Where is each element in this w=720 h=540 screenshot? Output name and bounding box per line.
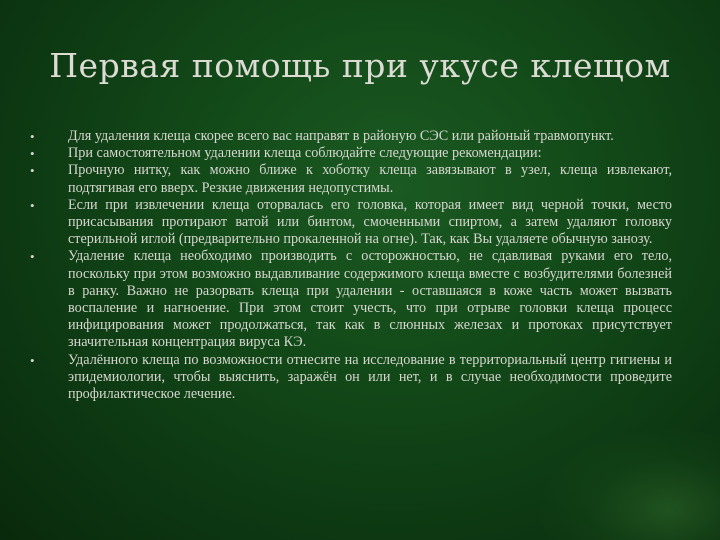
- list-item-text: Для удаления клеща скорее всего вас направят в районую СЭС или районый травмопункт.: [68, 128, 614, 144]
- list-item-text: При самостоятельном удалении клеща соблюдайте следующие рекомендации:: [68, 145, 542, 162]
- list-item: [30, 128, 672, 145]
- bullet-icon: •: [30, 197, 35, 213]
- list-item-text: Если при извлечении клеща оторвалась его головка, которая имеет вид черной точки, место присасывания протирают ватой или бинтом, смоченными спиртом, а затем удаляют головку стерильной иглой (предварительно прокаленной на огне). Так, как Вы удаляете обычную занозу.: [68, 196, 672, 248]
- bullet-icon: •: [30, 129, 35, 144]
- bullet-icon: •: [30, 146, 35, 162]
- slide-title: Первая помощь при укусе клещом: [49, 46, 671, 85]
- list-item-text: Прочную нитку, как можно ближе к хоботку клеща завязывают в узел, клеща извлекают, подтягивая его вверх. Резкие движения недопустимы.: [68, 162, 672, 196]
- list-item-text: Удалённого клеща по возможности отнесите на исследование в территориальный центр гигиены и эпидемиологии, чтобы выяснить, заражён он или нет, и в случае необходимости проведите профилактическое лечение.: [68, 351, 672, 403]
- list-item: [30, 145, 672, 162]
- bullet-icon: •: [30, 352, 35, 368]
- background-glow: [540, 430, 720, 540]
- list-item: [30, 197, 672, 249]
- list-item-text: Удаление клеща необходимо производить с осторожностью, не сдавливая руками его тело, поскольку при этом возможно выдавливание содержимого клеща вместе с возбудителями болезней в ранку. Важно не разорвать клеща при удалении - оставшаяся в коже часть может вызвать воспаление и нагноение. При этом стоит учесть, что при отрыве головки клеща процесс инфицирования может продолжаться, так как в слюнных железах и протоках присутствует значительная концентрация вируса КЭ.: [68, 248, 672, 351]
- list-item: [30, 162, 672, 196]
- bullet-icon: •: [30, 163, 35, 179]
- list-item: [30, 248, 672, 351]
- bullet-list: [30, 128, 672, 403]
- list-item: [30, 352, 672, 404]
- bullet-icon: •: [30, 249, 35, 265]
